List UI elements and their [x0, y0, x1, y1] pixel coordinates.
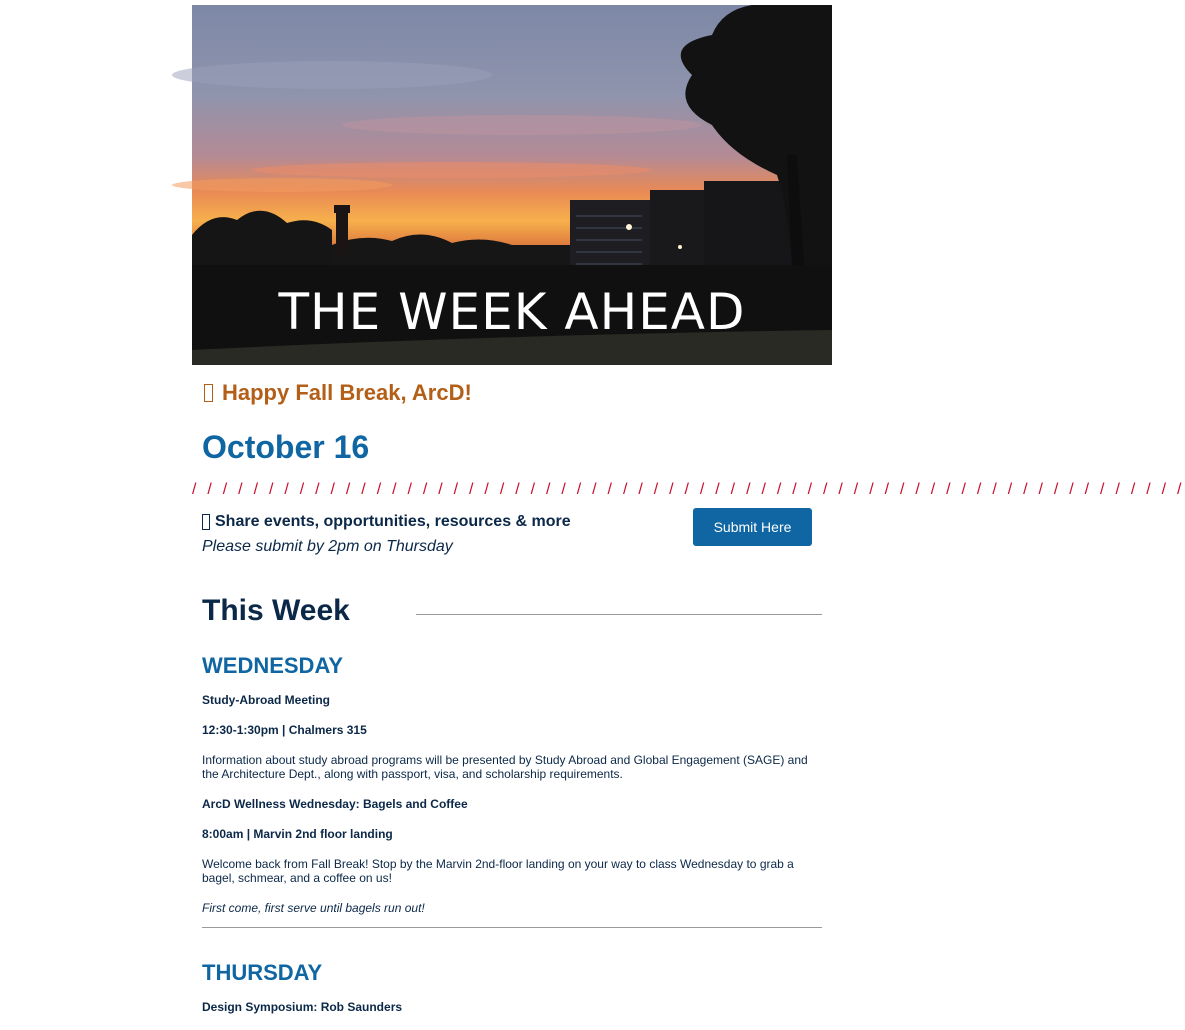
day-heading-wednesday: WEDNESDAY — [202, 653, 343, 678]
megaphone-icon — [202, 514, 210, 530]
this-week-header — [202, 591, 822, 631]
issue-date: October 16 — [202, 429, 370, 465]
share-heading-text: Share events, opportunities, resources & more — [215, 513, 571, 530]
event-time-place: 12:30-1:30pm | Chalmers 315 — [202, 723, 367, 737]
event-title: ArcD Wellness Wednesday: Bagels and Coffee — [202, 797, 468, 811]
event-title: Study-Abroad Meeting — [202, 693, 330, 707]
section-rule — [416, 614, 822, 615]
event-note: First come, first serve until bagels run out! — [202, 901, 425, 915]
event-title: Design Symposium: Rob Saunders — [202, 1000, 403, 1014]
event-description: Welcome back from Fall Break! Stop by the Marvin 2nd-floor landing on your way to class Wednesday to grab a bagel, schmear, and a coffee on us! — [202, 857, 794, 885]
event-time-place: 8:00am | Marvin 2nd floor landing — [202, 827, 393, 841]
hero-banner — [192, 5, 832, 365]
greeting-text: Happy Fall Break, ArcD! — [222, 380, 472, 405]
submit-deadline: Please submit by 2pm on Thursday — [202, 538, 453, 555]
event-wellness-wednesday — [202, 797, 822, 915]
submit-here-button[interactable]: Submit Here — [693, 508, 812, 546]
leaf-icon — [204, 384, 213, 402]
day-divider — [202, 927, 822, 928]
newsletter-container — [192, 5, 1185, 1030]
hero-title: THE WEEK AHEAD — [278, 283, 746, 341]
event-design-symposium — [202, 1000, 822, 1014]
event-study-abroad — [202, 693, 822, 781]
day-heading-thursday: THURSDAY — [202, 960, 323, 985]
greeting-heading — [202, 379, 822, 407]
submit-section — [202, 511, 822, 561]
newsletter-content — [192, 379, 1185, 1014]
slash-divider: / / / / / / / / / / / / / / / / / / / / / / / / / / / / / / / / / / / / / / / / / / / / / / / / / / / / / / / / / / / / / / / / / — [192, 481, 1185, 498]
event-description: Information about study abroad programs will be presented by Study Abroad and Global Engagement (SAGE) and the Architecture Dept., along with passport, visa, and scholarship requirements. — [202, 753, 808, 781]
section-title: This Week — [202, 594, 350, 627]
